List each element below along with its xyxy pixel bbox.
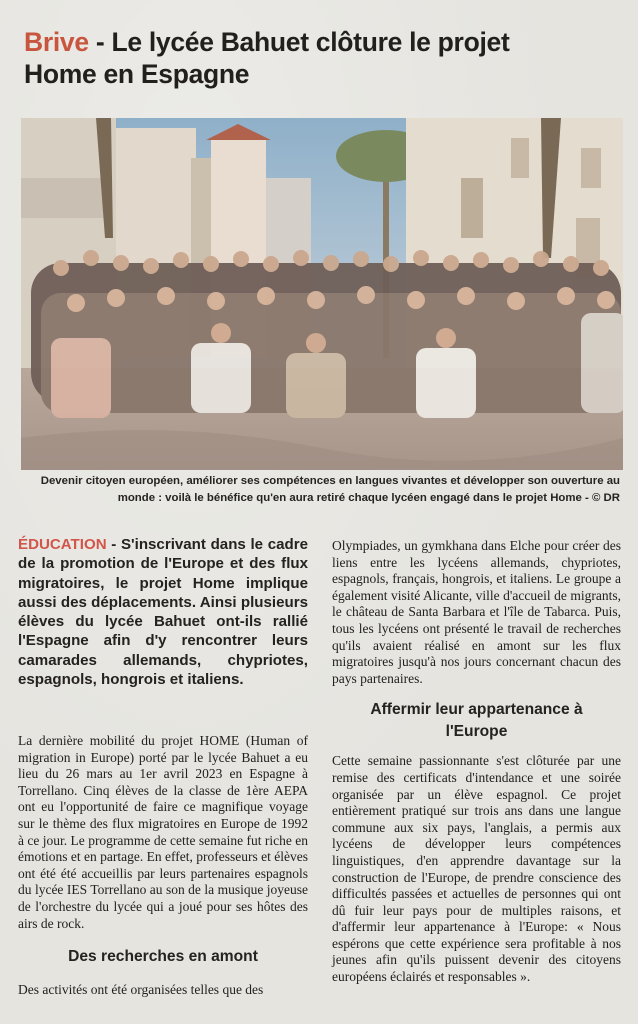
body-paragraph-4: Cette semaine passionnante s'est clôturée par une remise des certificats d'intendance et une soirée organisée par un élève espagnol. Ce projet entièrement pratiqué sur trois ans dans une langue commune aux six pays, l'anglais, a permis aux lycéens de développer leurs compétences linguistiques, d'en apprendre davantage sur la construction de l'Europe, de prendre conscience des difficultés passées et actuelles de personnes qui ont dû fuir leur pays pour de multiples raisons, et d'affermir leur appartenance à l'Europe: « Nous espérons que cette expérience sera profitable à nos jeunes afin qu'ils puissent devenir des citoyens européens éclairés et responsables ». [332,753,621,985]
headline-title: Le lycée Bahuet clôture le projet Home en Espagne [24,27,510,89]
rubric-label: ÉDUCATION [18,536,107,553]
headline [24,26,584,90]
body-paragraph-3: Olympiades, un gymkhana dans Elche pour créer des liens entre les lycéens allemands, chypriotes, espagnols, français, hongrois, et italiens. Le groupe a également visité Alicante, ville d'accueil de migrants, le château de Santa Barbara et l'île de Tabarca. Puis, tous les lycéens ont présenté le travail de recherches qu'ils avaient réalisé en amont sur les flux migratoires jusqu'à nos jours concernant chacun des pays partenaires. [332,538,621,686]
group-photo-illustration [21,118,623,470]
headline-kicker: Brive [24,27,89,57]
body-paragraph-2: Des activités ont été organisées telles que des [18,982,264,998]
article-photo [21,118,623,470]
subhead-appartenance: Affermir leur appartenance à l'Europe [370,701,583,741]
lead-text: S'inscrivant dans le cadre de la promotion de l'Europe et des flux migratoires, le projet Home implique aussi des déplacements. Ainsi plusieurs élèves du lycée Bahuet ont-ils rallié l'Espagne afin d'y rencontrer leurs camarades allemands, chypriotes, espagnols, hongrois et italiens. [18,536,309,689]
left-column [18,733,308,999]
headline-separator: - [88,27,112,57]
photo-caption: Devenir citoyen européen, améliorer ses compétences en langues vivantes et développer son ouverture au monde : voilà le bénéfice qu'en aura retiré chaque lycéen engagé dans le projet Home - © DR [40,475,620,504]
subhead-recherches: Des recherches en amont [68,948,258,966]
lead-paragraph [18,535,308,689]
right-column [332,538,621,986]
rubric-separator: - [106,536,121,553]
body-paragraph-1: La dernière mobilité du projet HOME (Human of migration in Europe) porté par le lycée Bahuet a eu lieu du 26 mars au 1er avril 2023 en Espagne à Torrellano. Cinq élèves de la classe de 1ère AEPA ont eu l'opportunité de faire ce magnifique voyage sur le thème des flux migratoires en Europe de 1992 à ce jour. Le programme de cette semaine fut riche en émotions et en partage. En effet, professeurs et élèves ont été été accueillis par leurs partenaires espagnols du lycée IES Torrellano au son de la musique joyeuse de l'orchestre du lycée qui a joué pour ses hôtes des airs de rock. [18,733,308,931]
